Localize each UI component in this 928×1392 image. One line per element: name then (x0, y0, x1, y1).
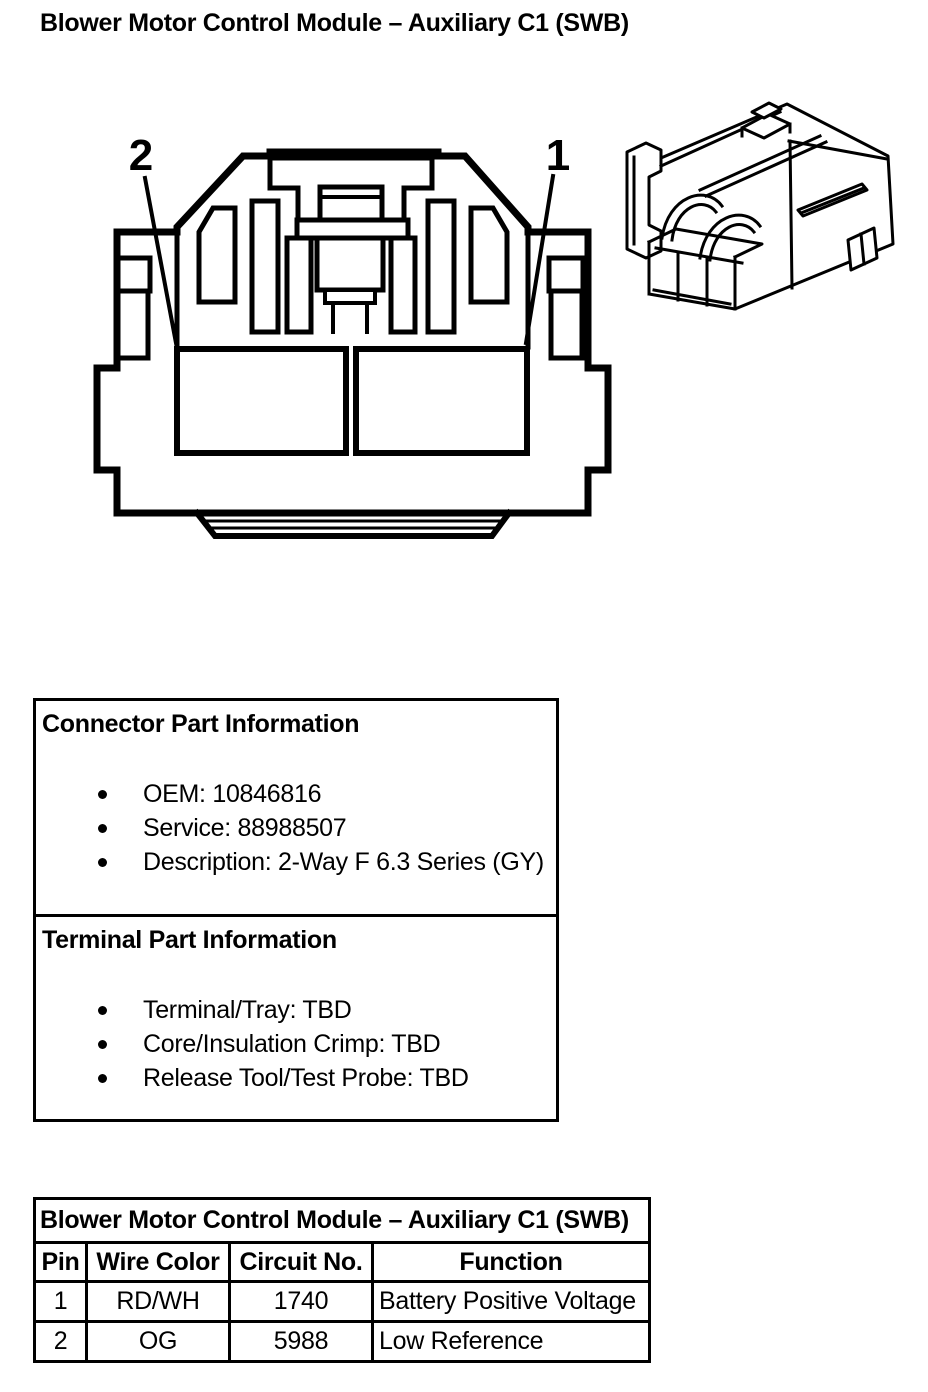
pin-table-title-row (35, 1199, 650, 1243)
pin-table-title: Blower Motor Control Module – Auxiliary C1 (SWB) (35, 1199, 650, 1243)
connector-front-view (97, 152, 608, 536)
connector-figure (0, 0, 928, 620)
connector-part-info-list (42, 777, 552, 879)
service-number: Service: 88988507 (143, 814, 347, 842)
circuit-no-value: 5988 (230, 1322, 373, 1362)
column-header-function: Function (373, 1243, 650, 1282)
oem-number: OEM: 10846816 (143, 780, 322, 808)
list-item (42, 993, 552, 1027)
list-item (42, 1061, 552, 1095)
cavity-2 (177, 349, 346, 453)
terminal-part-info-section (36, 914, 556, 1119)
release-tool-test-probe: Release Tool/Test Probe: TBD (143, 1064, 469, 1092)
pin-value: 2 (35, 1322, 87, 1362)
list-item (42, 845, 552, 879)
circuit-no-value: 1740 (230, 1282, 373, 1322)
function-value: Battery Positive Voltage (373, 1282, 650, 1322)
terminal-part-info-heading: Terminal Part Information (42, 926, 337, 954)
table-row (35, 1322, 650, 1362)
function-value: Low Reference (373, 1322, 650, 1362)
page-title: Blower Motor Control Module – Auxiliary C1 (SWB) (40, 9, 629, 37)
list-item (42, 777, 552, 811)
bullet-icon (98, 858, 107, 867)
cavity-1 (356, 349, 527, 453)
table-row (35, 1282, 650, 1322)
pin-1-label: 1 (545, 131, 571, 180)
terminal-tray: Terminal/Tray: TBD (143, 996, 352, 1024)
bullet-icon (98, 1074, 107, 1083)
bullet-icon (98, 1006, 107, 1015)
core-insulation-crimp: Core/Insulation Crimp: TBD (143, 1030, 441, 1058)
column-header-pin: Pin (35, 1243, 87, 1282)
bullet-icon (98, 1040, 107, 1049)
wire-color-value: OG (87, 1322, 230, 1362)
pin-value: 1 (35, 1282, 87, 1322)
pin-table (33, 1197, 651, 1363)
connector-part-info-heading: Connector Part Information (42, 710, 360, 738)
list-item (42, 1027, 552, 1061)
bullet-icon (98, 824, 107, 833)
column-header-wire-color: Wire Color (87, 1243, 230, 1282)
pin-table-header-row (35, 1243, 650, 1282)
bullet-icon (98, 790, 107, 799)
connector-description: Description: 2-Way F 6.3 Series (GY) (143, 848, 544, 876)
column-header-circuit-no: Circuit No. (230, 1243, 373, 1282)
connector-part-info-section (36, 701, 556, 914)
list-item (42, 811, 552, 845)
terminal-part-info-list (42, 993, 552, 1095)
connector-isometric-view (627, 103, 893, 309)
part-information-box (33, 698, 559, 1122)
pin-2-label: 2 (128, 131, 154, 180)
wire-color-value: RD/WH (87, 1282, 230, 1322)
